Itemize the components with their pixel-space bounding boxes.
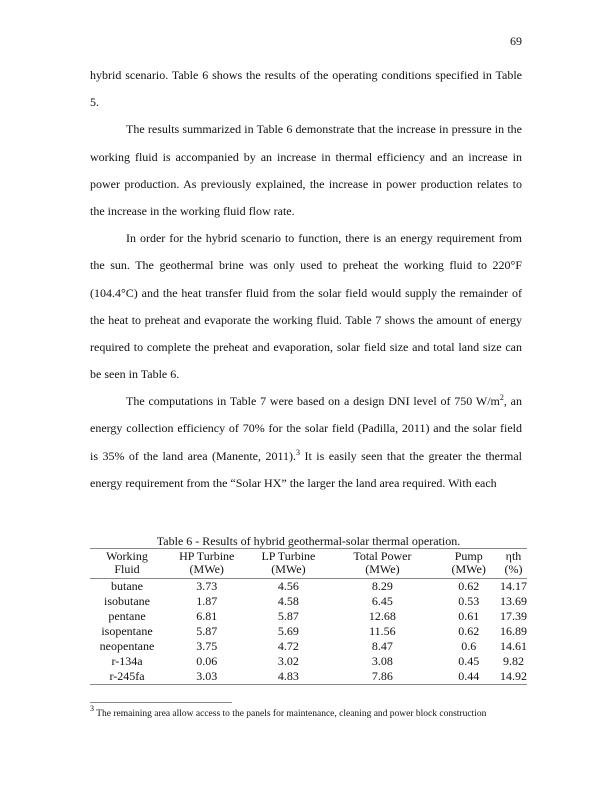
column-header [500,549,527,579]
column-header-line: Pump [454,549,483,563]
value-cell: 0.62 [458,624,480,638]
results-table [90,548,527,685]
table-row [90,594,527,609]
text-line [90,470,522,497]
text-line [90,443,522,470]
text-line [90,89,522,116]
footnote-text: The remaining area allow access to the panels for maintenance, cleaning and power block construction [94,709,487,719]
text-segment: energy collection efficiency of 70% for the solar field (Padilla, 2011) and the solar field [90,421,522,436]
fluid-name-cell: isopentane [101,624,153,638]
superscript: 3 [296,447,300,457]
value-cell: 5.87 [277,609,299,623]
value-cell: 4.83 [277,669,299,683]
value-cell: 0.45 [458,654,480,668]
footnote-marker: 3 [90,704,94,713]
text-segment: 5. [90,95,99,110]
value-cell: 3.73 [196,579,218,593]
table-row [90,654,527,669]
column-header-line: Working [106,549,148,563]
column-header-line: ηth [505,549,522,563]
column-header-line: (MWe) [189,562,224,576]
value-cell: 6.81 [196,609,218,623]
text-segment: hybrid scenario. Table 6 shows the results of the operating conditions specified in Table [90,68,522,82]
footnote [90,704,487,719]
text-line [90,415,522,442]
text-line [90,116,522,143]
column-header [327,549,437,579]
column-header-line: Total Power [353,549,412,563]
footnote-divider [90,702,232,703]
value-cell: 9.82 [502,654,524,668]
value-cell: 8.47 [371,639,393,653]
text-segment: power production. As previously explained, the increase in power production relates to [90,176,522,191]
text-segment: The computations in Table 7 were based on a design DNI level of 750 W/m [126,394,500,409]
value-cell: 17.39 [499,609,527,623]
text-segment: energy requirement from the “Solar HX” the larger the land area required. With each [90,475,497,490]
text-segment: The results summarized in Table 6 demonstrate that the increase in pressure in the [126,122,522,137]
value-cell: 14.17 [499,579,527,593]
column-header [437,549,500,579]
column-header-line: Fluid [114,562,140,576]
value-cell: 0.61 [458,609,480,623]
text-line [90,171,522,198]
text-line [90,62,522,89]
text-segment: , an [503,394,523,409]
value-cell: 0.06 [196,654,218,668]
column-header-line: LP Turbine [261,549,316,563]
value-cell: 4.72 [277,639,299,653]
text-segment: required to complete the preheat and evaporation, solar field size and total land size can [90,339,522,354]
text-line [90,307,522,334]
text-line [90,225,522,252]
value-cell: 16.89 [499,624,527,638]
value-cell: 4.58 [277,594,299,608]
value-cell: 12.68 [368,609,396,623]
value-cell: 3.02 [277,654,299,668]
value-cell: 4.56 [277,579,299,593]
table-header-row [90,549,527,579]
column-header-line: (MWe) [451,562,486,576]
column-header-line: (MWe) [365,562,400,576]
value-cell: 1.87 [196,594,218,608]
table-row [90,624,527,639]
table-caption: Table 6 - Results of hybrid geothermal-solar thermal operation. [156,534,461,548]
value-cell: 13.69 [499,594,527,608]
text-line [90,144,522,171]
superscript: 2 [499,393,504,403]
fluid-name-cell: r-245fa [109,669,145,683]
text-line [90,388,522,415]
column-header-line: (MWe) [271,562,306,576]
column-header-line: (%) [504,562,523,576]
text-segment: In order for the hybrid scenario to function, there is an energy requirement from [126,231,522,246]
text-line [90,280,522,307]
text-line [90,361,522,388]
text-segment: (104.4°C) and the heat transfer fluid from the solar field would supply the remainder of [90,285,522,300]
value-cell: 11.56 [369,624,396,638]
value-cell: 3.08 [371,654,393,668]
fluid-name-cell: neopentane [99,639,155,653]
fluid-name-cell: isobutane [103,594,150,608]
text-segment: the sun. The geothermal brine was only used to preheat the working fluid to 220°F [90,258,522,273]
value-cell: 0.44 [458,669,480,683]
table-row [90,639,527,654]
fluid-name-cell: butane [110,579,143,593]
text-segment: be seen in Table 6. [90,367,180,382]
column-header [90,549,164,579]
value-cell: 14.61 [499,639,527,653]
column-header-line: HP Turbine [179,549,235,563]
value-cell: 8.29 [371,579,393,593]
text-line [90,198,522,225]
value-cell: 0.6 [461,639,477,653]
value-cell: 5.87 [196,624,218,638]
page-number: 69 [510,34,522,48]
value-cell: 3.03 [196,669,218,683]
fluid-name-cell: r-134a [111,654,143,668]
column-header [164,549,250,579]
text-segment: working fluid is accompanied by an increase in thermal efficiency and an increase in [90,149,522,164]
value-cell: 14.92 [499,669,527,683]
text-line [90,252,522,279]
text-segment: is 35% of the land area (Manente, 2011). [90,448,296,463]
fluid-name-cell: pentane [108,609,146,623]
table-row [90,609,527,624]
text-line [90,334,522,361]
value-cell: 0.53 [458,594,480,608]
value-cell: 7.86 [371,669,393,683]
value-cell: 3.75 [196,639,218,653]
text-segment: It is easily seen that the greater the thermal [300,448,522,463]
table-body [90,579,527,685]
text-segment: the increase in the working fluid flow rate. [90,203,295,218]
body-text [90,62,522,497]
text-segment: the heat to preheat and evaporate the working fluid. Table 7 shows the amount of energy [90,312,522,327]
value-cell: 6.45 [371,594,393,608]
value-cell: 0.62 [458,579,480,593]
table-row [90,579,527,595]
column-header [249,549,327,579]
value-cell: 5.69 [277,624,299,638]
table-row [90,669,527,685]
